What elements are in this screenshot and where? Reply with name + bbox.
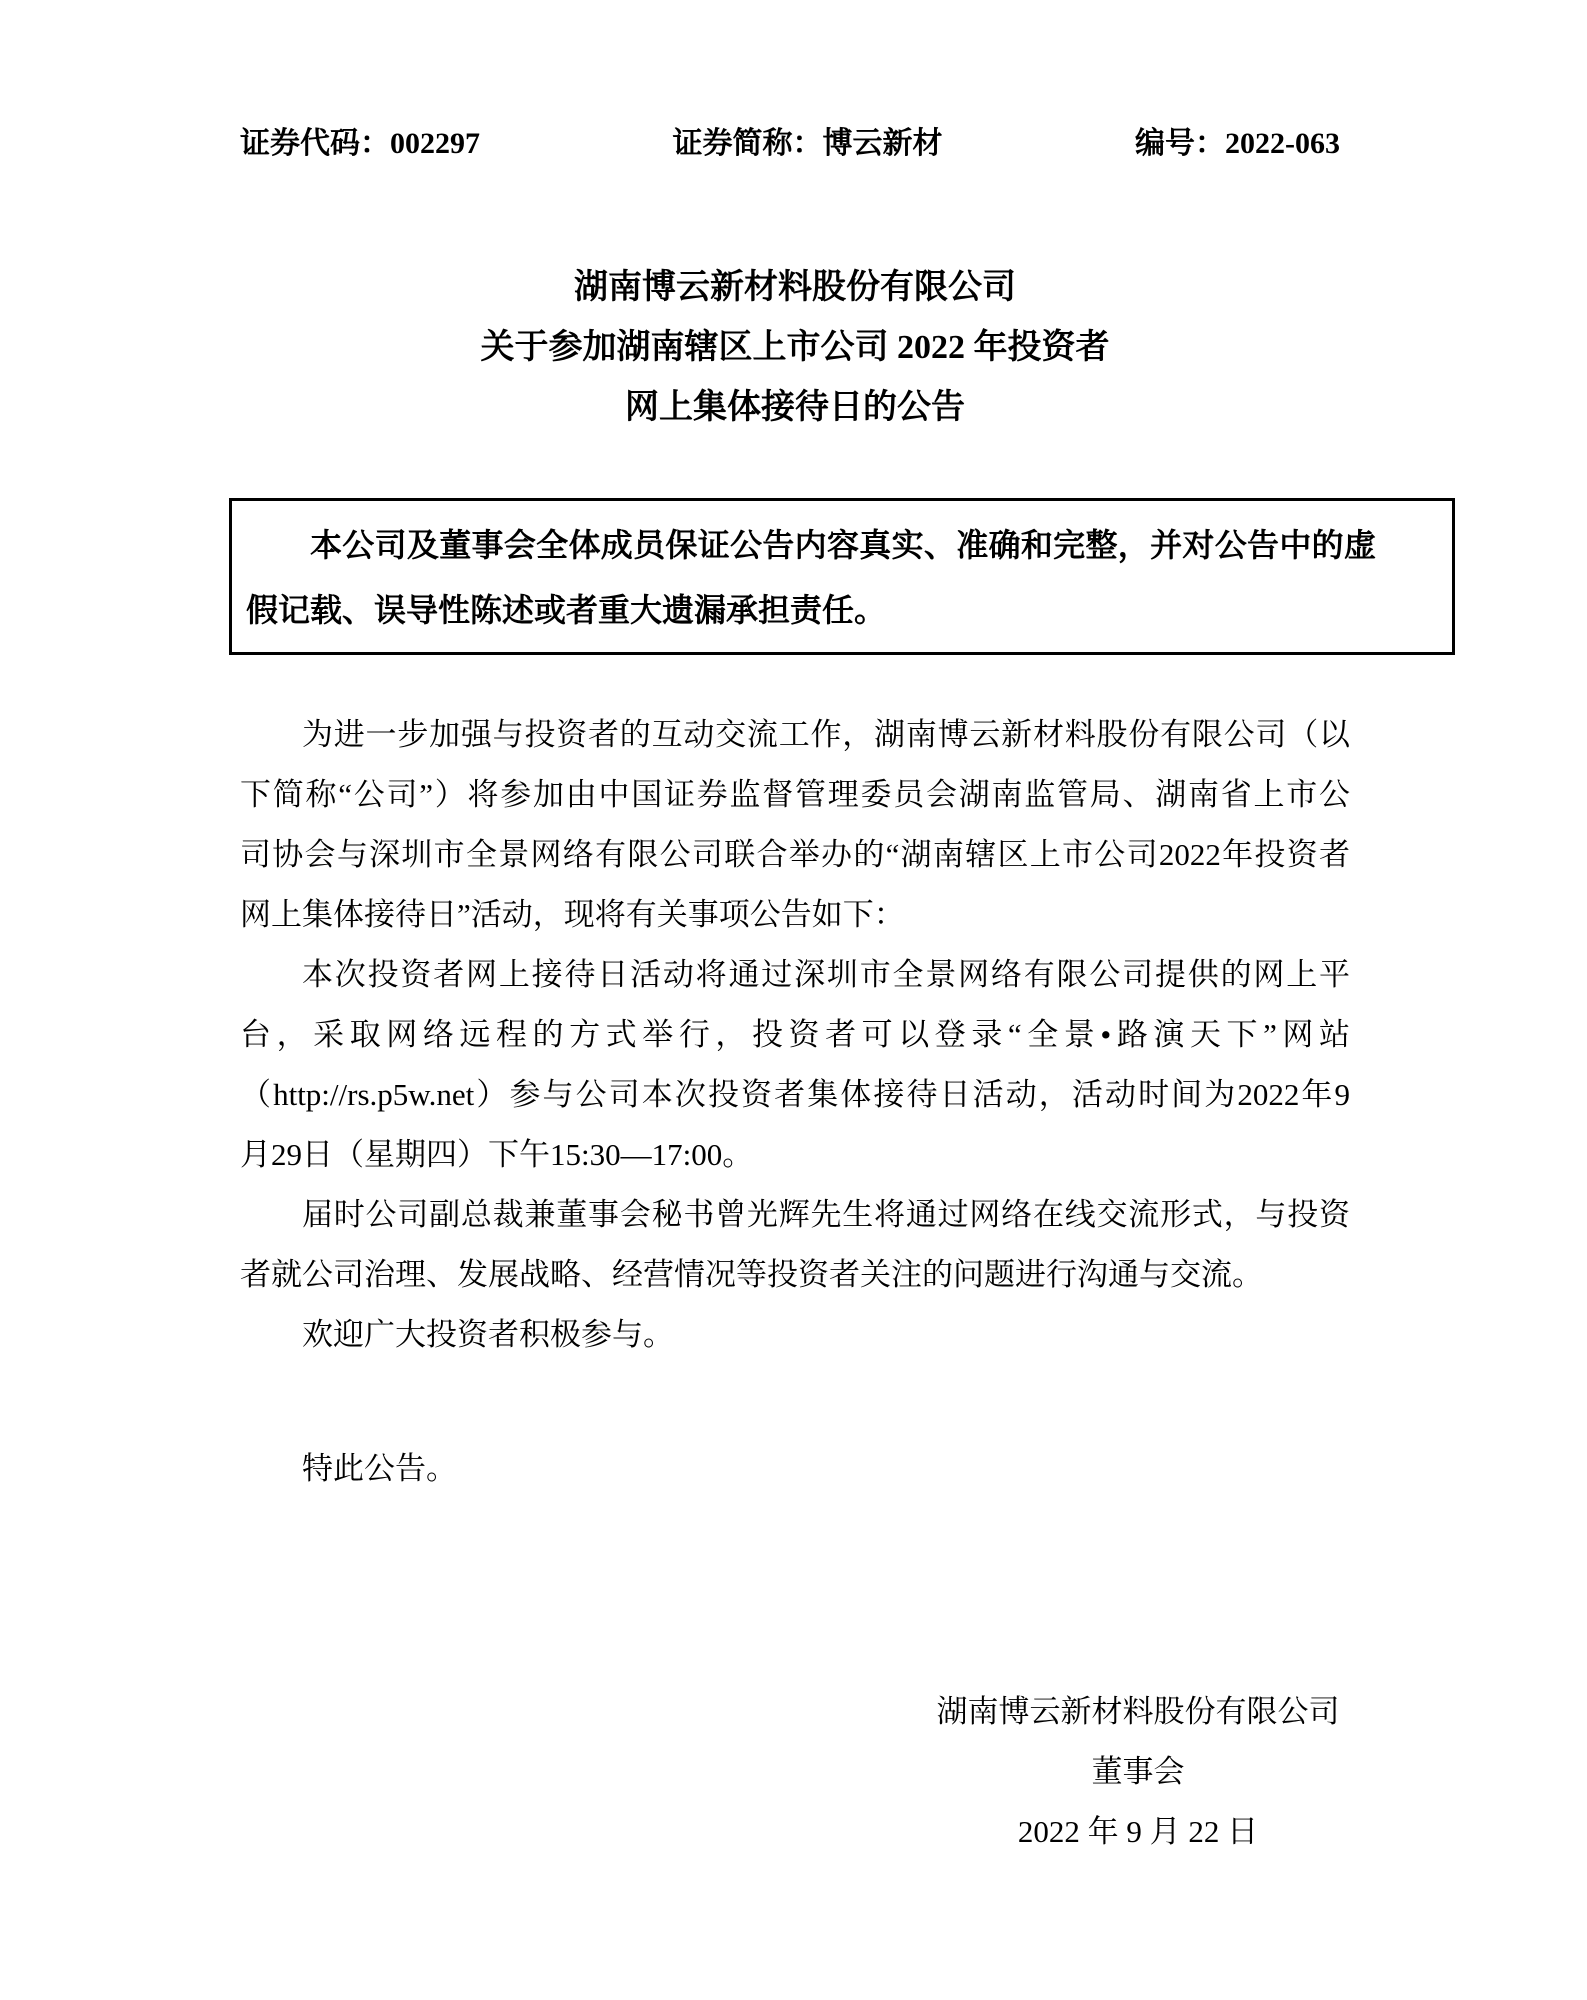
body-line: 司协会与深圳市全景网络有限公司联合举办的“湖南辖区上市公司2022年投资者: [240, 837, 1350, 872]
body-line: 为进一步加强与投资者的互动交流工作，湖南博云新材料股份有限公司（以: [302, 717, 1350, 752]
document-title: [240, 258, 1350, 438]
body-paragraphs: [240, 705, 1350, 1499]
disclaimer-text: 本公司及董事会全体成员保证公告内容真实、准确和完整，并对公告中的虚假记载、误导性陈述或者重大遗漏承担责任。: [246, 527, 1376, 628]
body-line: 下简称“公司”）将参加由中国证券监督管理委员会湖南监管局、湖南省上市公: [240, 777, 1350, 812]
disclaimer-box: [229, 498, 1455, 655]
signature-company: 湖南博云新材料股份有限公司: [936, 1694, 1340, 1729]
body-line: 网上集体接待日”活动，现将有关事项公告如下：: [240, 897, 905, 932]
paragraph: [240, 705, 1350, 945]
paragraph: [240, 945, 1350, 1185]
signature-board: 董事会: [1091, 1754, 1185, 1789]
body-line: 月29日（星期四）下午15:30—17:00。: [240, 1137, 754, 1172]
title-subject-line-1: 关于参加湖南辖区上市公司 2022 年投资者: [480, 329, 1110, 366]
document-header: [240, 126, 1340, 162]
stock-code: 证券代码：002297: [240, 127, 480, 160]
title-company-line: 湖南博云新材料股份有限公司: [574, 269, 1016, 306]
body-line: 届时公司副总裁兼董事会秘书曾光辉先生将通过网络在线交流形式，与投资: [302, 1197, 1350, 1232]
paragraph: [240, 1305, 1350, 1365]
title-subject-line-2: 网上集体接待日的公告: [625, 389, 965, 426]
paragraph: [240, 1439, 1350, 1499]
signature-date: 2022 年 9 月 22 日: [1017, 1814, 1259, 1849]
body-line: 欢迎广大投资者积极参与。: [302, 1317, 674, 1352]
body-line: 本次投资者网上接待日活动将通过深圳市全景网络有限公司提供的网上平: [302, 957, 1350, 992]
signature-block: [888, 1682, 1388, 1862]
stock-short-name: 证券简称：博云新材: [672, 127, 943, 160]
paragraph: [240, 1185, 1350, 1305]
body-line: 特此公告。: [302, 1451, 457, 1486]
announcement-number: 编号：2022-063: [1135, 127, 1340, 160]
body-line: 者就公司治理、发展战略、经营情况等投资者关注的问题进行沟通与交流。: [240, 1257, 1263, 1292]
body-line: 台，采取网络远程的方式举行，投资者可以登录“全景•路演天下”网站: [240, 1017, 1350, 1052]
body-line: （http://rs.p5w.net）参与公司本次投资者集体接待日活动，活动时间为2022年9: [240, 1077, 1350, 1112]
